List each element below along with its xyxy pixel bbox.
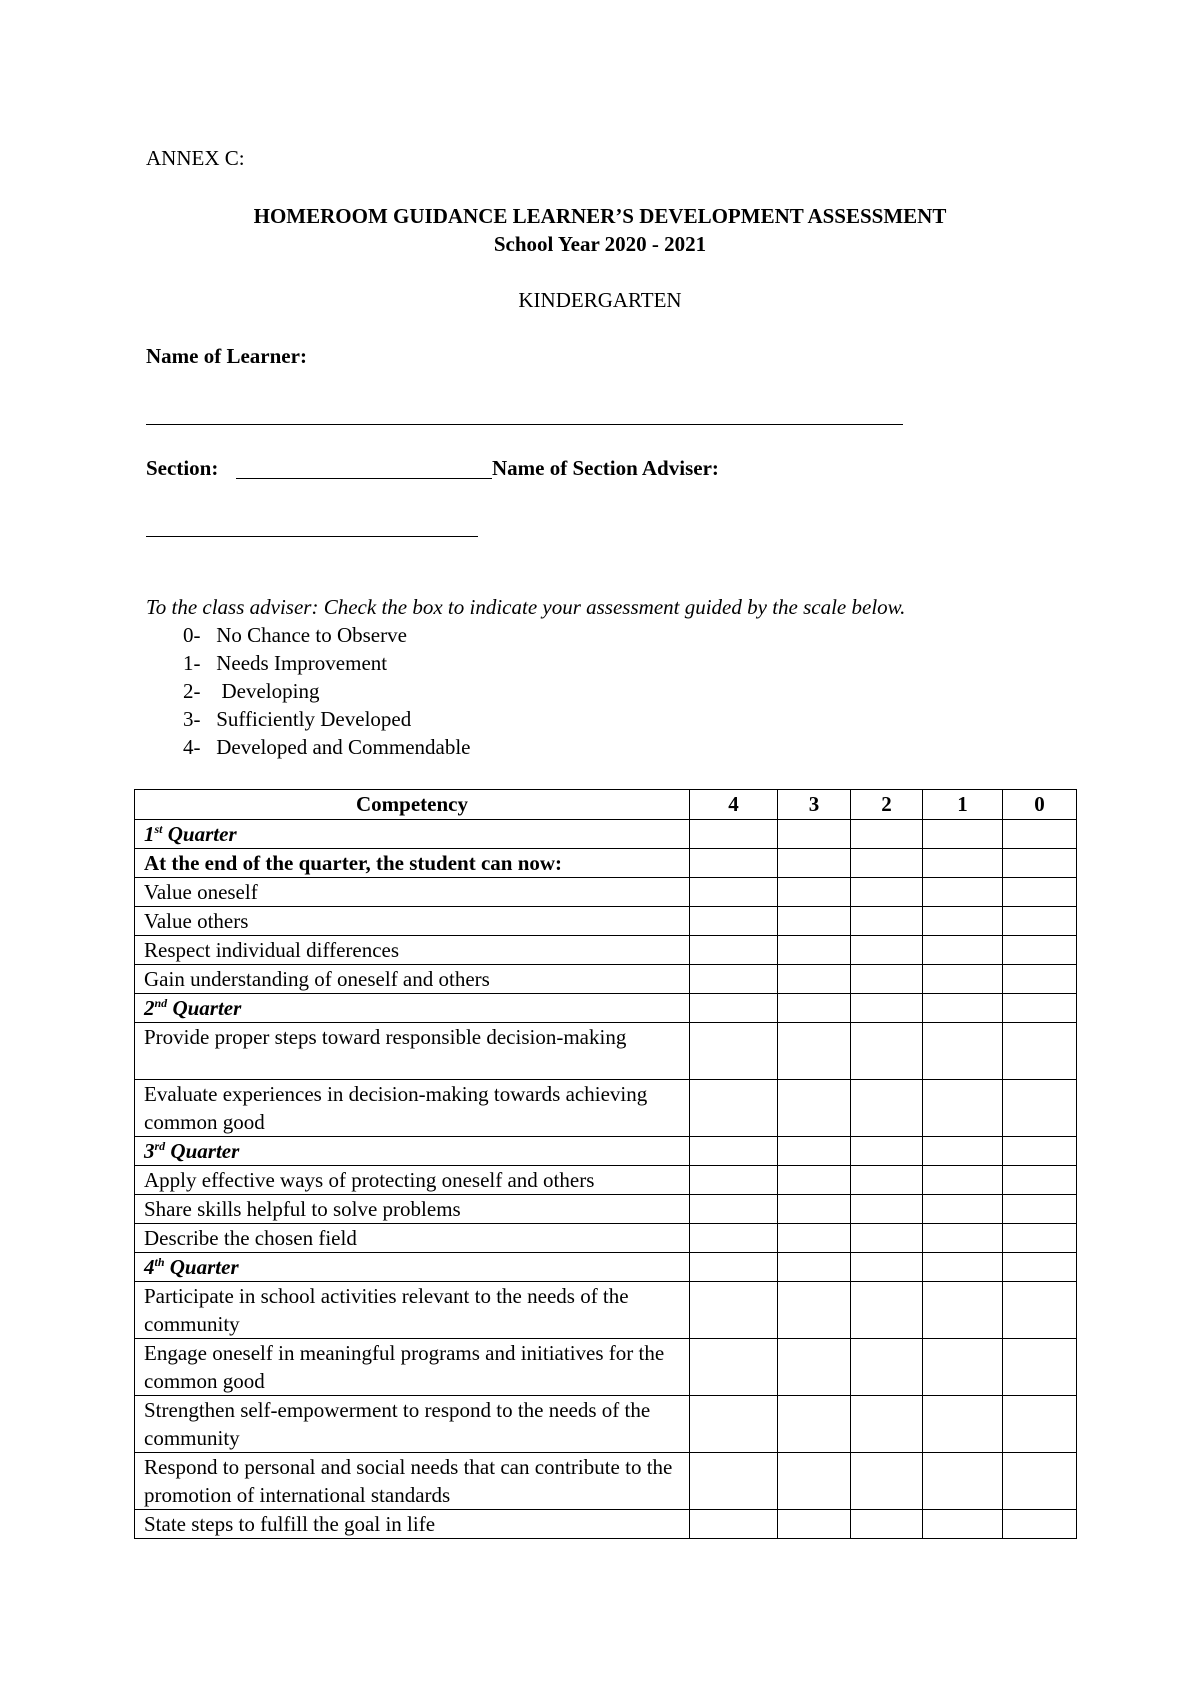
rating-checkbox-2[interactable] <box>851 1224 923 1253</box>
competency-cell: Engage oneself in meaningful programs and initiatives for the common good <box>135 1339 690 1396</box>
rating-checkbox-1[interactable] <box>923 1253 1003 1282</box>
scale-item: 1- Needs Improvement <box>183 651 388 675</box>
rating-checkbox-4[interactable] <box>690 1166 778 1195</box>
competency-cell: Describe the chosen field <box>135 1224 690 1253</box>
rating-checkbox-4[interactable] <box>690 1023 778 1080</box>
rating-checkbox-4[interactable] <box>690 1137 778 1166</box>
rating-checkbox-1[interactable] <box>923 936 1003 965</box>
rating-checkbox-1[interactable] <box>923 965 1003 994</box>
rating-checkbox-1[interactable] <box>923 1510 1003 1539</box>
grade-level: KINDERGARTEN <box>518 288 682 312</box>
rating-checkbox-4[interactable] <box>690 849 778 878</box>
rating-checkbox-4[interactable] <box>690 907 778 936</box>
rating-checkbox-2[interactable] <box>851 1282 923 1339</box>
rating-checkbox-3[interactable] <box>778 820 851 849</box>
quarter-row <box>135 1253 1077 1282</box>
competency-cell: Value others <box>135 907 690 936</box>
rating-checkbox-0[interactable] <box>1003 1166 1077 1195</box>
rating-checkbox-3[interactable] <box>778 1282 851 1339</box>
header-rating-0: 0 <box>1003 790 1077 820</box>
rating-checkbox-2[interactable] <box>851 1195 923 1224</box>
quarter-row <box>135 1137 1077 1166</box>
table-row <box>135 1396 1077 1453</box>
rating-checkbox-4[interactable] <box>690 1253 778 1282</box>
rating-checkbox-2[interactable] <box>851 1080 923 1137</box>
rating-checkbox-3[interactable] <box>778 1253 851 1282</box>
table-row <box>135 1166 1077 1195</box>
rating-checkbox-2[interactable] <box>851 994 923 1023</box>
rating-checkbox-3[interactable] <box>778 1396 851 1453</box>
table-row <box>135 1282 1077 1339</box>
rating-checkbox-1[interactable] <box>923 1282 1003 1339</box>
rating-checkbox-1[interactable] <box>923 1224 1003 1253</box>
table-row <box>135 1339 1077 1396</box>
section-adviser-label: Name of Section Adviser: <box>492 456 719 480</box>
rating-checkbox-4[interactable] <box>690 994 778 1023</box>
rating-checkbox-2[interactable] <box>851 1453 923 1510</box>
rating-scale <box>183 621 471 761</box>
table-header-row <box>135 790 1077 820</box>
quarter-heading: 1st Quarter <box>135 820 690 849</box>
rating-checkbox-3[interactable] <box>778 1453 851 1510</box>
rating-checkbox-4[interactable] <box>690 1339 778 1396</box>
competency-table <box>134 789 1077 1539</box>
table-row <box>135 1023 1077 1080</box>
rating-checkbox-0[interactable] <box>1003 1195 1077 1224</box>
rating-checkbox-0[interactable] <box>1003 1137 1077 1166</box>
table-row <box>135 936 1077 965</box>
table-row <box>135 878 1077 907</box>
rating-checkbox-3[interactable] <box>778 1137 851 1166</box>
rating-checkbox-3[interactable] <box>778 1166 851 1195</box>
rating-checkbox-2[interactable] <box>851 1023 923 1080</box>
table-row <box>135 1195 1077 1224</box>
rating-checkbox-2[interactable] <box>851 1253 923 1282</box>
section-label: Section: <box>146 456 219 480</box>
rating-checkbox-4[interactable] <box>690 820 778 849</box>
rating-checkbox-1[interactable] <box>923 1396 1003 1453</box>
rating-checkbox-2[interactable] <box>851 907 923 936</box>
competency-cell: Participate in school activities relevant to the needs of the community <box>135 1282 690 1339</box>
learner-name-line[interactable] <box>146 424 903 425</box>
rating-checkbox-0[interactable] <box>1003 878 1077 907</box>
section-adviser-line[interactable] <box>146 536 478 537</box>
rating-checkbox-1[interactable] <box>923 907 1003 936</box>
rating-checkbox-0[interactable] <box>1003 907 1077 936</box>
table-row <box>135 907 1077 936</box>
table-row <box>135 849 1077 878</box>
rating-checkbox-0[interactable] <box>1003 1396 1077 1453</box>
scale-item: 0- No Chance to Observe <box>183 623 407 647</box>
document-title: HOMEROOM GUIDANCE LEARNER’S DEVELOPMENT ASSESSMENT <box>253 204 947 228</box>
rating-checkbox-0[interactable] <box>1003 849 1077 878</box>
competency-cell: At the end of the quarter, the student can now: <box>135 849 690 878</box>
rating-checkbox-0[interactable] <box>1003 965 1077 994</box>
learner-name-label: Name of Learner: <box>146 344 307 368</box>
competency-cell: Gain understanding of oneself and others <box>135 965 690 994</box>
competency-cell: Evaluate experiences in decision-making towards achieving common good <box>135 1080 690 1137</box>
rating-checkbox-1[interactable] <box>923 1339 1003 1396</box>
table-row <box>135 1453 1077 1510</box>
instruction-text: To the class adviser: Check the box to indicate your assessment guided by the scale below. <box>146 595 906 619</box>
rating-checkbox-3[interactable] <box>778 1510 851 1539</box>
rating-checkbox-2[interactable] <box>851 1339 923 1396</box>
table-row <box>135 1224 1077 1253</box>
header-rating-3: 3 <box>778 790 851 820</box>
rating-checkbox-4[interactable] <box>690 1396 778 1453</box>
header-rating-1: 1 <box>923 790 1003 820</box>
rating-checkbox-4[interactable] <box>690 936 778 965</box>
competency-cell: Respond to personal and social needs that can contribute to the promotion of international standards <box>135 1453 690 1510</box>
table-row <box>135 1510 1077 1539</box>
table-row <box>135 965 1077 994</box>
competency-cell: Provide proper steps toward responsible decision-making <box>135 1023 690 1080</box>
rating-checkbox-1[interactable] <box>923 1137 1003 1166</box>
rating-checkbox-1[interactable] <box>923 849 1003 878</box>
quarter-heading: 3rd Quarter <box>135 1137 690 1166</box>
rating-checkbox-0[interactable] <box>1003 1253 1077 1282</box>
rating-checkbox-0[interactable] <box>1003 1510 1077 1539</box>
table-row <box>135 1080 1077 1137</box>
competency-cell: Value oneself <box>135 878 690 907</box>
quarter-heading: 2nd Quarter <box>135 994 690 1023</box>
competency-cell: Strengthen self-empowerment to respond to the needs of the community <box>135 1396 690 1453</box>
rating-checkbox-2[interactable] <box>851 965 923 994</box>
header-rating-4: 4 <box>690 790 778 820</box>
rating-checkbox-2[interactable] <box>851 1396 923 1453</box>
rating-checkbox-3[interactable] <box>778 994 851 1023</box>
rating-checkbox-4[interactable] <box>690 1453 778 1510</box>
rating-checkbox-4[interactable] <box>690 878 778 907</box>
rating-checkbox-3[interactable] <box>778 965 851 994</box>
competency-cell: Share skills helpful to solve problems <box>135 1195 690 1224</box>
rating-checkbox-4[interactable] <box>690 1282 778 1339</box>
rating-checkbox-1[interactable] <box>923 1453 1003 1510</box>
rating-checkbox-3[interactable] <box>778 878 851 907</box>
rating-checkbox-0[interactable] <box>1003 1282 1077 1339</box>
rating-checkbox-3[interactable] <box>778 849 851 878</box>
rating-checkbox-1[interactable] <box>923 994 1003 1023</box>
rating-checkbox-1[interactable] <box>923 878 1003 907</box>
rating-checkbox-2[interactable] <box>851 1510 923 1539</box>
rating-checkbox-2[interactable] <box>851 820 923 849</box>
rating-checkbox-0[interactable] <box>1003 1080 1077 1137</box>
rating-checkbox-2[interactable] <box>851 1137 923 1166</box>
scale-item: 2- Developing <box>183 679 320 703</box>
rating-checkbox-3[interactable] <box>778 1023 851 1080</box>
quarter-heading: 4th Quarter <box>135 1253 690 1282</box>
rating-checkbox-0[interactable] <box>1003 994 1077 1023</box>
rating-checkbox-0[interactable] <box>1003 1224 1077 1253</box>
rating-checkbox-4[interactable] <box>690 1510 778 1539</box>
rating-checkbox-3[interactable] <box>778 1224 851 1253</box>
competency-cell: Respect individual differences <box>135 936 690 965</box>
school-year: School Year 2020 - 2021 <box>493 232 707 256</box>
rating-checkbox-0[interactable] <box>1003 1453 1077 1510</box>
rating-checkbox-0[interactable] <box>1003 820 1077 849</box>
quarter-row <box>135 820 1077 849</box>
rating-checkbox-1[interactable] <box>923 820 1003 849</box>
rating-checkbox-4[interactable] <box>690 965 778 994</box>
rating-checkbox-2[interactable] <box>851 849 923 878</box>
rating-checkbox-2[interactable] <box>851 1166 923 1195</box>
header-competency: Competency <box>135 790 690 820</box>
rating-checkbox-2[interactable] <box>851 936 923 965</box>
rating-checkbox-0[interactable] <box>1003 1023 1077 1080</box>
rating-checkbox-3[interactable] <box>778 1080 851 1137</box>
rating-checkbox-1[interactable] <box>923 1080 1003 1137</box>
competency-cell: State steps to fulfill the goal in life <box>135 1510 690 1539</box>
scale-item: 4- Developed and Commendable <box>183 735 471 759</box>
rating-checkbox-1[interactable] <box>923 1195 1003 1224</box>
rating-checkbox-4[interactable] <box>690 1080 778 1137</box>
rating-checkbox-3[interactable] <box>778 936 851 965</box>
rating-checkbox-1[interactable] <box>923 1166 1003 1195</box>
rating-checkbox-3[interactable] <box>778 1195 851 1224</box>
rating-checkbox-3[interactable] <box>778 1339 851 1396</box>
rating-checkbox-0[interactable] <box>1003 936 1077 965</box>
quarter-row <box>135 994 1077 1023</box>
rating-checkbox-0[interactable] <box>1003 1339 1077 1396</box>
rating-checkbox-4[interactable] <box>690 1224 778 1253</box>
annex-label: ANNEX C: <box>146 146 245 170</box>
header-rating-2: 2 <box>851 790 923 820</box>
rating-checkbox-1[interactable] <box>923 1023 1003 1080</box>
rating-checkbox-3[interactable] <box>778 907 851 936</box>
rating-checkbox-4[interactable] <box>690 1195 778 1224</box>
scale-item: 3- Sufficiently Developed <box>183 707 412 731</box>
section-line[interactable] <box>236 478 492 479</box>
competency-cell: Apply effective ways of protecting oneself and others <box>135 1166 690 1195</box>
rating-checkbox-2[interactable] <box>851 878 923 907</box>
